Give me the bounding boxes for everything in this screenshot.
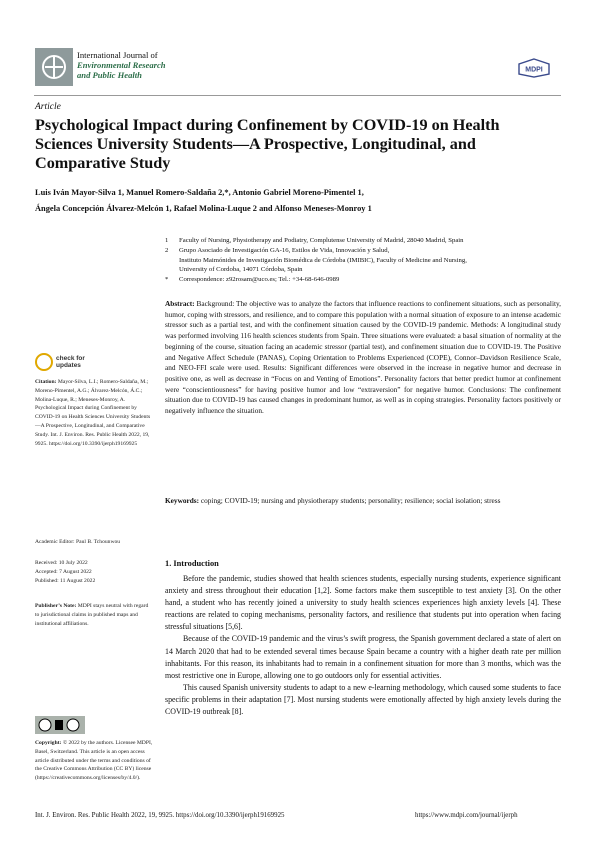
- abstract: [165, 299, 561, 417]
- intro-paragraph-1: Before the pandemic, studies showed that health sciences students, especially nursing students, experience significant anxiety and stress throughout their education [1,2]. Some factors make them susceptible to test anxiety [3]. On the other hand, a student who has recently joined a university to study health sciences experiences high anxiety levels [4]. These reactions are related to coping mechanisms, personality factors, and resilience that students put into operation when facing stressful situations [5,6].: [165, 574, 561, 632]
- authors-line-2[interactable]: Ángela Concepción Álvarez-Melcón 1, Rafael Molina-Luque 2 and Alfonso Meneses-Monroy 1: [35, 204, 372, 213]
- authors-line-1[interactable]: Luis Iván Mayor-Silva 1, Manuel Romero-Saldaña 2,*, Antonio Gabriel Moreno-Pimentel 1,: [35, 188, 364, 197]
- affiliation-row: [165, 236, 560, 246]
- footer-citation[interactable]: Int. J. Environ. Res. Public Health 2022, 19, 9925. https://doi.org/10.3390/ijerph19169925: [35, 812, 285, 819]
- section-heading: 1. Introduction: [165, 559, 219, 568]
- journal-logo: [35, 48, 73, 86]
- check-updates-line1: check for: [56, 355, 85, 362]
- article-type: Article: [35, 102, 61, 112]
- correspondence-text[interactable]: Correspondence: z92rosam@uco.es; Tel.: +34-68-646-0989: [179, 276, 340, 284]
- copyright-block: [35, 739, 153, 783]
- affiliation-number: 2: [165, 246, 169, 254]
- affiliation-text: Faculty of Nursing, Physiotherapy and Podiatry, Complutense University of Madrid, 28040 Madrid, Spain: [179, 237, 464, 244]
- cc-by-license-icon[interactable]: [35, 716, 85, 734]
- intro-paragraph-2: Because of the COVID-19 pandemic and the virus’s swift progress, the Spanish government declared a state of alert on 14 March 2020 that had to be extended several times because Spain became a country with a higher death rate per million inhabitants. For this reason, its inhabitants had to remain in a confinement situation for more than 3 months, which was the most restrictive one in Europe, allowing one to go outdoors only for essential activities.: [165, 634, 561, 680]
- keywords-label: Keywords:: [165, 496, 200, 505]
- affiliation-number: [165, 256, 179, 266]
- dates-block: [35, 559, 157, 585]
- journal-name: [77, 50, 166, 80]
- abstract-text: Background: The objective was to analyze the factors that influence reactions to confinement situations, such as personality, humor, coping with stressors, and resilience, and to compare this population with a normal situation of exposure to an intense academic stressor such as a partial test, and with the confinement situation caused by the COVID-19 pandemic. Methods: A longitudinal study was performed involving 116 health sciences students from Spain. Three situations were evaluated: a basal situation of normality at the beginning of the course, situation facing an academic stressor (partial test), and confinement situation due to COVID-19. The Positive and Negative Affect Schedule (PANAS), Coping Orientation to Problems Experienced (COPE), Connor–Davidson Resilience Scale, and NEO-FFI scale were used. Results: Significant differences were observed in the increase in negative humor and decrease in positive one, as well as decrease in “Focus on and Venting of Emotions”. Personality factors that better predict humor at confinement were “conscientiousness” for having positive humor and low “extraversion” for negative humor. Conclusions: The confinement situation due to COVID-19 has caused changes in predominant humor, as well as in coping strategies. Personality factors positively or negatively influence the situation.: [165, 299, 562, 416]
- article-title: Psychological Impact during Confinement by COVID-19 on Health Sciences University Students—A Prospective, Longitudinal, and Comparative Study: [35, 116, 500, 172]
- affiliation-text: University of Cordoba, 14071 Córdoba, Spain: [179, 266, 303, 274]
- affiliation-row: [165, 246, 560, 256]
- affiliation-number: *: [165, 276, 169, 284]
- mdpi-logo-text: MDPI: [525, 66, 543, 74]
- accepted-date: Accepted: 7 August 2022: [35, 568, 92, 575]
- citation-text[interactable]: Mayor-Silva, L.I.; Romero-Saldaña, M.; Moreno-Pimentel, A.G.; Álvarez-Melcón, Á.C.; Molina-Luque, R.; Meneses-Monroy, A. Psychological Impact during Confinement by COVID-19 on Health Sciences University Students—A Prospective, Longitudinal, and Comparative Study. Int. J. Environ. Res. Public Health 2022, 19, 9925. https://doi.org/10.3390/ijerph19169925: [35, 379, 151, 447]
- affiliation-number: 1: [165, 237, 169, 244]
- keywords: [165, 496, 561, 507]
- check-updates-line2: updates: [56, 362, 81, 369]
- publisher-note-label: Publisher’s Note:: [35, 603, 77, 609]
- affiliation-number: [165, 265, 179, 275]
- intro-paragraph-3: This caused Spanish university students to adapt to a new e-learning methodology, which caused some students to face specific problems in their adaptation [7]. Most nursing students were emotionally affected by high anxiety levels during the COVID-19 outbreak [8].: [165, 682, 561, 717]
- affiliation-text: Instituto Maimónides de Investigación Biomédica de Córdoba (IMIBIC), Faculty of Medicine and Nursing,: [179, 256, 467, 264]
- received-date: Received: 10 July 2022: [35, 560, 88, 566]
- affiliation-row: [165, 265, 560, 275]
- abstract-label: Abstract:: [165, 299, 195, 308]
- header-divider: [34, 95, 561, 96]
- academic-editor: Academic Editor: Paul B. Tchounwou: [35, 539, 121, 545]
- affiliation-row: [165, 275, 560, 285]
- citation-label: Citation:: [35, 379, 57, 385]
- affiliation-row: [165, 256, 560, 266]
- affiliations: [165, 236, 560, 285]
- check-updates-badge[interactable]: [56, 355, 85, 369]
- publisher-note: [35, 602, 153, 628]
- journal-name-line3: and Public Health: [77, 70, 142, 80]
- journal-name-line2: Environmental Research: [77, 60, 166, 70]
- check-updates-icon[interactable]: [35, 353, 53, 371]
- footer-journal-link[interactable]: https://www.mdpi.com/journal/ijerph: [415, 812, 518, 819]
- mdpi-logo[interactable]: [517, 58, 551, 78]
- author-list: [35, 185, 555, 217]
- introduction-body: [165, 573, 561, 718]
- copyright-text: © 2022 by the authors. Licensee MDPI, Basel, Switzerland. This article is an open access article distributed under the terms and conditions of the Creative Commons Attribution (CC BY) license (https://creativecommons.org/licenses/by/4.0/).: [35, 740, 153, 782]
- copyright-label: Copyright:: [35, 740, 62, 746]
- journal-name-line1: International Journal of: [77, 50, 158, 60]
- citation-block: [35, 378, 153, 448]
- keywords-text: coping; COVID-19; nursing and physiotherapy students; personality; resilience; social isolation; stress: [200, 496, 501, 505]
- published-date: Published: 11 August 2022: [35, 577, 96, 584]
- affiliation-text: Grupo Asociado de Investigación GA-16, Estilos de Vida, Innovación y Salud,: [179, 246, 390, 254]
- publisher-note-text: MDPI stays neutral with regard to jurisdictional claims in published maps and institutional affiliations.: [35, 603, 149, 627]
